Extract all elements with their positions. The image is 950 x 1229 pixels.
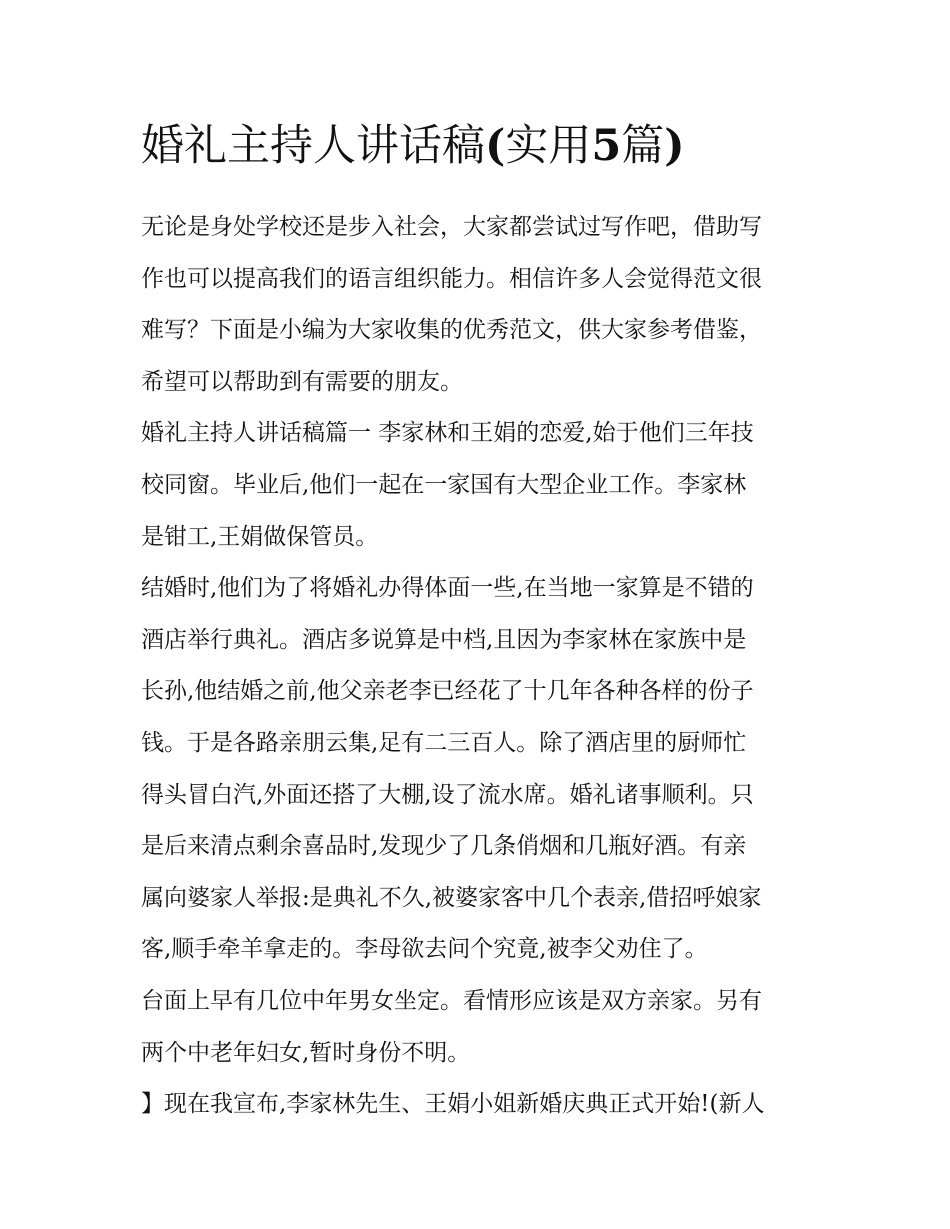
text-line: 得头冒白汽,外面还搭了大棚,设了流水席。婚礼诸事顺利。只 (141, 781, 754, 808)
document-title (141, 110, 813, 182)
text-line: 两个中老年妇女,暂时身份不明。 (141, 1039, 471, 1066)
text-line: 长孙,他结婚之前,他父亲老李已经花了十几年各种各样的份子 (141, 678, 754, 705)
text-line: 】现在我宣布,李家林先生、王娟小姐新婚庆典正式开始!(新人 (141, 1091, 765, 1118)
title-count: 5 (591, 121, 622, 171)
text-line: 酒店举行典礼。酒店多说算是中档,且因为李家林在家族中是 (141, 626, 747, 653)
text-line: 希望可以帮助到有需要的朋友。 (141, 368, 463, 395)
title-main: 婚礼主持人讲话稿 (141, 121, 485, 171)
text-line: 是钳工,王娟做保管员。 (141, 523, 379, 550)
title-piece: 篇 (621, 121, 665, 171)
text-line: 无论是身处学校还是步入社会，大家都尝试过写作吧，借助写 (141, 214, 762, 240)
title-practical: 实用 (505, 121, 592, 171)
text-line: 台面上早有几位中年男女坐定。看情形应该是双方亲家。另有 (141, 987, 762, 1014)
title-paren-close: ) (664, 121, 685, 171)
text-line: 作也可以提高我们的语言组织能力。相信许多人会觉得范文很 (141, 265, 762, 292)
text-line: 校同窗。毕业后,他们一起在一家国有大型企业工作。李家林 (141, 471, 747, 498)
title-paren-open: ( (485, 121, 506, 171)
text-line: 是后来清点剩余喜品时,发现少了几条俏烟和几瓶好酒。有亲 (141, 833, 747, 860)
text-line: 客,顺手牵羊拿走的。李母欲去问个究竟,被李父劝住了。 (141, 936, 708, 963)
text-line: 结婚时,他们为了将婚礼办得体面一些,在当地一家算是不错的 (141, 575, 754, 602)
document-body (141, 110, 813, 1131)
text-line: 婚礼主持人讲话稿篇一 李家林和王娟的恋爱,始于他们三年技 (141, 420, 754, 447)
text-line: 钱。于是各路亲朋云集,足有二三百人。除了酒店里的厨师忙 (141, 729, 747, 756)
text-line: 属向婆家人举报:是典礼不久,被婆家客中几个表亲,借招呼娘家 (141, 884, 762, 911)
text-line: 难写？下面是小编为大家收集的优秀范文，供大家参考借鉴， (141, 317, 762, 344)
